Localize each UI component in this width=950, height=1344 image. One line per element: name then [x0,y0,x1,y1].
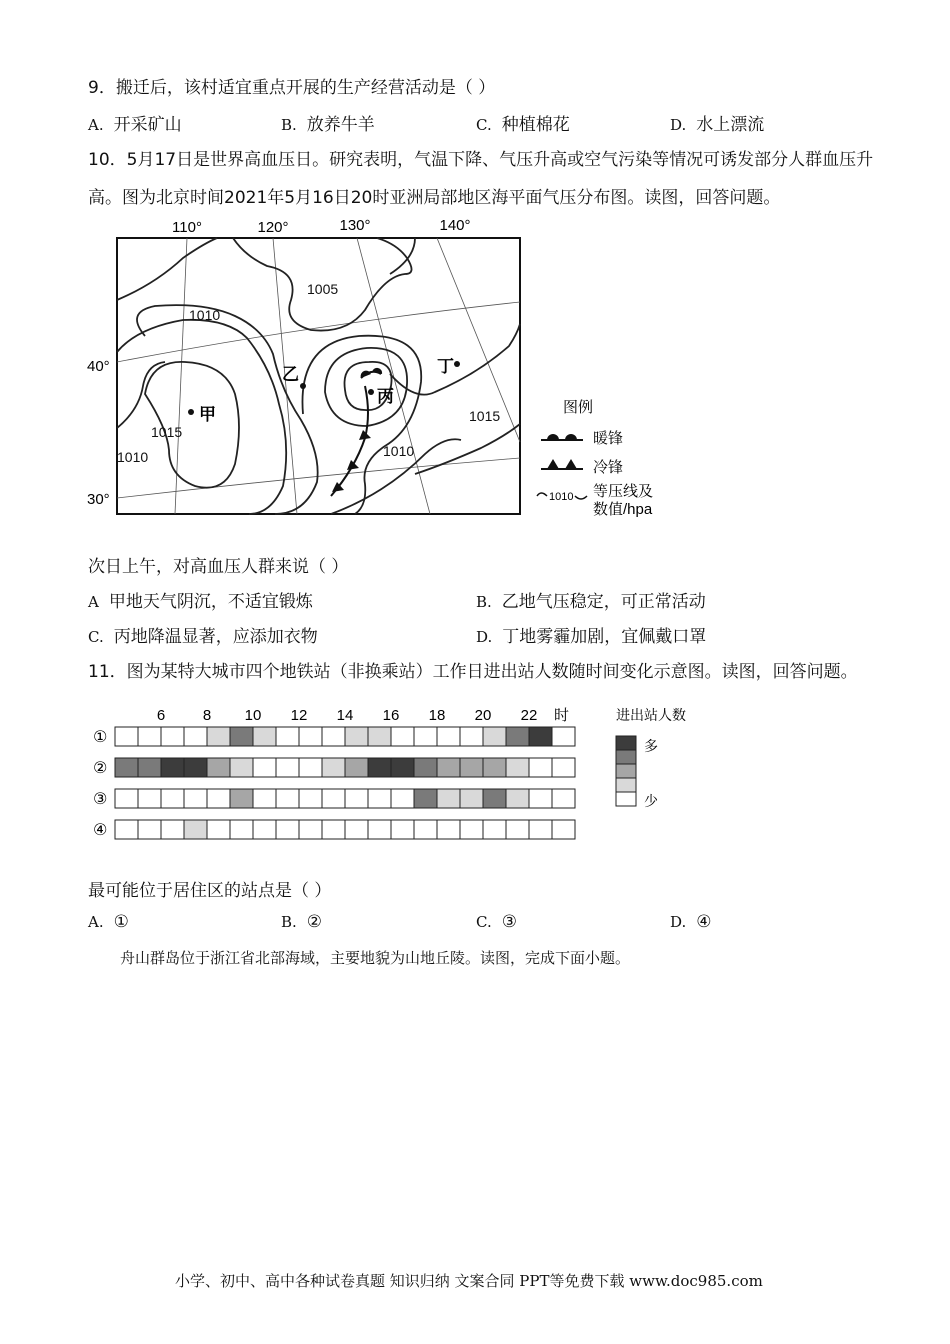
option-text: ③ [501,912,517,932]
legend-swatch [616,750,636,764]
heatmap-cell [414,820,437,839]
heatmap-cell [345,727,368,746]
heatmap-cell [391,758,414,777]
heatmap-cell [506,727,529,746]
option-text: 甲地天气阴沉，不适宜锻炼 [108,592,313,612]
heatmap-cell [483,789,506,808]
option-text: ② [306,912,323,932]
heatmap-cell [345,820,368,839]
option-label: A. [88,913,104,931]
q10-sub-stem: 次日上午，对高血压人群来说（ ） [88,557,349,577]
heatmap-cell [460,727,483,746]
option-text: 开采矿山 [113,115,182,135]
x-tick-label: 22 [520,707,538,724]
option-text: 丁地雾霾加剧，宜佩戴口罩 [502,627,707,647]
legend-high: 多 [644,738,658,754]
heatmap-cell [437,727,460,746]
q11-stem: 11．图为某特大城市四个地铁站（非换乘站）工作日进出站人数随时间变化示意图。读图，回答问题。 [88,662,858,682]
heatmap-cell [506,820,529,839]
heatmap-cell [483,820,506,839]
heatmap-cell [161,758,184,777]
heatmap-cell [483,727,506,746]
isobar-label: 1005 [307,281,339,297]
q11-sub-stem: 最可能位于居住区的站点是（ ） [88,881,332,901]
option-label: C. [476,116,492,134]
heatmap-cell [460,820,483,839]
heatmap-cell [529,727,552,746]
legend-swatch [616,764,636,778]
q9-option-c[interactable] [476,110,570,135]
heatmap-cell [368,758,391,777]
heatmap-cell [161,820,184,839]
q10-stem-line1: 10．5月17日是世界高血压日。研究表明，气温下降、气压升高或空气污染等情况可诱发部分人群血压升 [88,150,874,170]
footer-text: 小学、初中、高中各种试卷真题 知识归纳 文案合同 PPT等免费下载 www.doc985.com [175,1272,763,1290]
heatmap-cell [437,789,460,808]
legend-swatch [616,736,636,750]
row-label: ④ [93,822,108,839]
option-text: ④ [696,912,712,932]
heatmap-rows [93,727,575,839]
heatmap-cell [529,789,552,808]
x-tick-label: 14 [336,707,354,724]
heatmap-cell [230,758,253,777]
heatmap-cell [207,727,230,746]
option-label: A. [88,116,104,134]
q9-option-a[interactable] [88,110,182,135]
legend-title: 图例 [563,399,594,416]
q11-option-a[interactable] [88,912,129,932]
option-label: D. [670,913,687,931]
warm-front [361,368,382,378]
heatmap-cell [391,789,414,808]
heatmap-cell [184,758,207,777]
legend-cold-front: 冷锋 [593,459,624,476]
heatmap-cell [299,758,322,777]
heatmap-cell [230,820,253,839]
heatmap-cell [115,758,138,777]
heatmap-cell [184,727,207,746]
q11-option-b[interactable] [281,912,322,932]
heatmap-cell [552,789,575,808]
heatmap-cell [322,789,345,808]
heatmap-cell [299,820,322,839]
x-tick-label: 12 [290,707,308,724]
q9-stem: 9．搬迁后，该村适宜重点开展的生产经营活动是（ ） [88,78,496,98]
heatmap-cell [207,758,230,777]
heatmap-cell [253,789,276,808]
heatmap-cell [138,789,161,808]
option-label: D. [670,116,687,134]
place-yi-dot [300,383,306,389]
x-tick-label: 20 [474,707,492,724]
heatmap-cell [552,820,575,839]
lat-label-40: 40° [87,358,110,375]
legend-isobar-desc2: 数值/hpa [593,501,653,518]
q10-stem-line2: 高。图为北京时间2021年5月16日20时亚洲局部地区海平面气压分布图。读图，回答问题。 [88,188,781,208]
option-text: 丙地降温显著，应添加衣物 [113,627,318,647]
x-tick-label: 6 [156,707,166,724]
heatmap-cell [253,758,276,777]
heatmap-cell [529,820,552,839]
place-jia: 甲 [199,405,216,424]
lon-label-120: 120° [257,219,289,236]
heatmap-cell [184,820,207,839]
option-label: B. [476,593,492,611]
heatmap-cell [391,727,414,746]
heatmap-cell [552,727,575,746]
q10-option-d[interactable] [476,622,706,647]
x-unit-label: 时 [554,707,570,724]
heatmap-cell [161,727,184,746]
heatmap-cell [115,820,138,839]
heatmap-cell [138,758,161,777]
heatmap-cell [207,820,230,839]
heatmap-cell [483,758,506,777]
place-ding: 丁 [437,357,454,376]
heatmap-cell [368,727,391,746]
heatmap-cell [345,758,368,777]
option-label: B. [281,913,297,931]
heatmap-cell [207,789,230,808]
heatmap-cell [437,758,460,777]
heatmap-cell [322,820,345,839]
q11-option-d[interactable] [670,912,712,932]
heatmap-cell [322,758,345,777]
isobar-label: 1010 [117,449,149,465]
heatmap-cell [138,727,161,746]
legend-warm-front: 暖锋 [593,430,624,447]
metro-heatmap [88,700,688,850]
q10-option-b[interactable] [476,587,706,612]
heatmap-cell [368,789,391,808]
x-tick-label: 16 [382,707,400,724]
heatmap-cell [184,789,207,808]
heatmap-cell [115,789,138,808]
warm-front-symbol [547,434,559,440]
legend-low: 少 [644,793,658,809]
option-text: 种植棉花 [501,115,570,135]
lon-label-110: 110° [172,219,202,236]
isobar-label: 1010 [383,443,415,459]
q11-option-c[interactable] [476,912,517,932]
legend-swatch [616,778,636,792]
lat-label-30: 30° [87,491,110,508]
heatmap-cell [391,820,414,839]
legend-isobar-sample: 1010 [549,491,574,503]
isobars [117,238,520,514]
heatmap-cell [230,727,253,746]
heatmap-cell [552,758,575,777]
row-label: ① [93,729,108,746]
option-label: A [88,593,99,611]
q9-option-b[interactable] [281,110,375,135]
map-legend [537,399,653,518]
heatmap-legend [616,707,686,809]
heatmap-cell [368,820,391,839]
heatmap-cell [414,727,437,746]
isobar-label: 1010 [189,307,221,323]
cold-front-symbol [547,459,559,469]
heatmap-cell [253,820,276,839]
option-label: D. [476,628,493,646]
option-text: ① [113,912,129,932]
heatmap-cell [460,758,483,777]
lon-label-140: 140° [439,217,471,234]
heatmap-cell [437,820,460,839]
x-tick-label: 18 [428,707,446,724]
passage-text: 舟山群岛位于浙江省北部海域，主要地貌为山地丘陵。读图，完成下面小题。 [120,949,631,967]
place-yi: 乙 [282,365,299,384]
heatmap-cell [115,727,138,746]
place-jia-dot [188,409,194,415]
heatmap-cell [460,789,483,808]
place-bing-dot [368,389,374,395]
heatmap-cell [276,789,299,808]
legend-isobar-desc1: 等压线及 [593,483,654,500]
q10-option-a[interactable] [88,587,313,612]
place-bing: 丙 [377,387,394,406]
x-tick-label: 10 [244,707,262,724]
x-tick-label: 8 [202,707,212,724]
place-ding-dot [454,361,460,367]
option-text: 水上漂流 [696,115,765,135]
x-ticks [157,707,538,724]
heatmap-cell [299,789,322,808]
heatmap-cell [299,727,322,746]
heatmap-cell [253,727,276,746]
heatmap-cell [414,758,437,777]
q10-option-c[interactable] [88,622,318,647]
heatmap-cell [276,820,299,839]
heatmap-cell [345,789,368,808]
heatmap-cell [138,820,161,839]
heatmap-cell [506,789,529,808]
heatmap-cell [276,727,299,746]
legend-title: 进出站人数 [616,707,686,723]
pressure-map [85,214,685,524]
heatmap-cell [276,758,299,777]
lon-label-130: 130° [339,217,371,234]
option-label: C. [88,628,104,646]
isobar-label: 1015 [151,424,183,440]
option-text: 放养牛羊 [306,115,375,135]
heatmap-cell [529,758,552,777]
legend-swatch [616,792,636,806]
heatmap-cell [230,789,253,808]
heatmap-cell [322,727,345,746]
isobar-label: 1015 [469,408,501,424]
heatmap-cell [161,789,184,808]
option-text: 乙地气压稳定，可正常活动 [501,592,706,612]
row-label: ② [93,760,108,777]
heatmap-cell [506,758,529,777]
q9-option-d[interactable] [670,110,764,135]
row-label: ③ [93,791,108,808]
option-label: C. [476,913,492,931]
heatmap-cell [414,789,437,808]
option-label: B. [281,116,297,134]
